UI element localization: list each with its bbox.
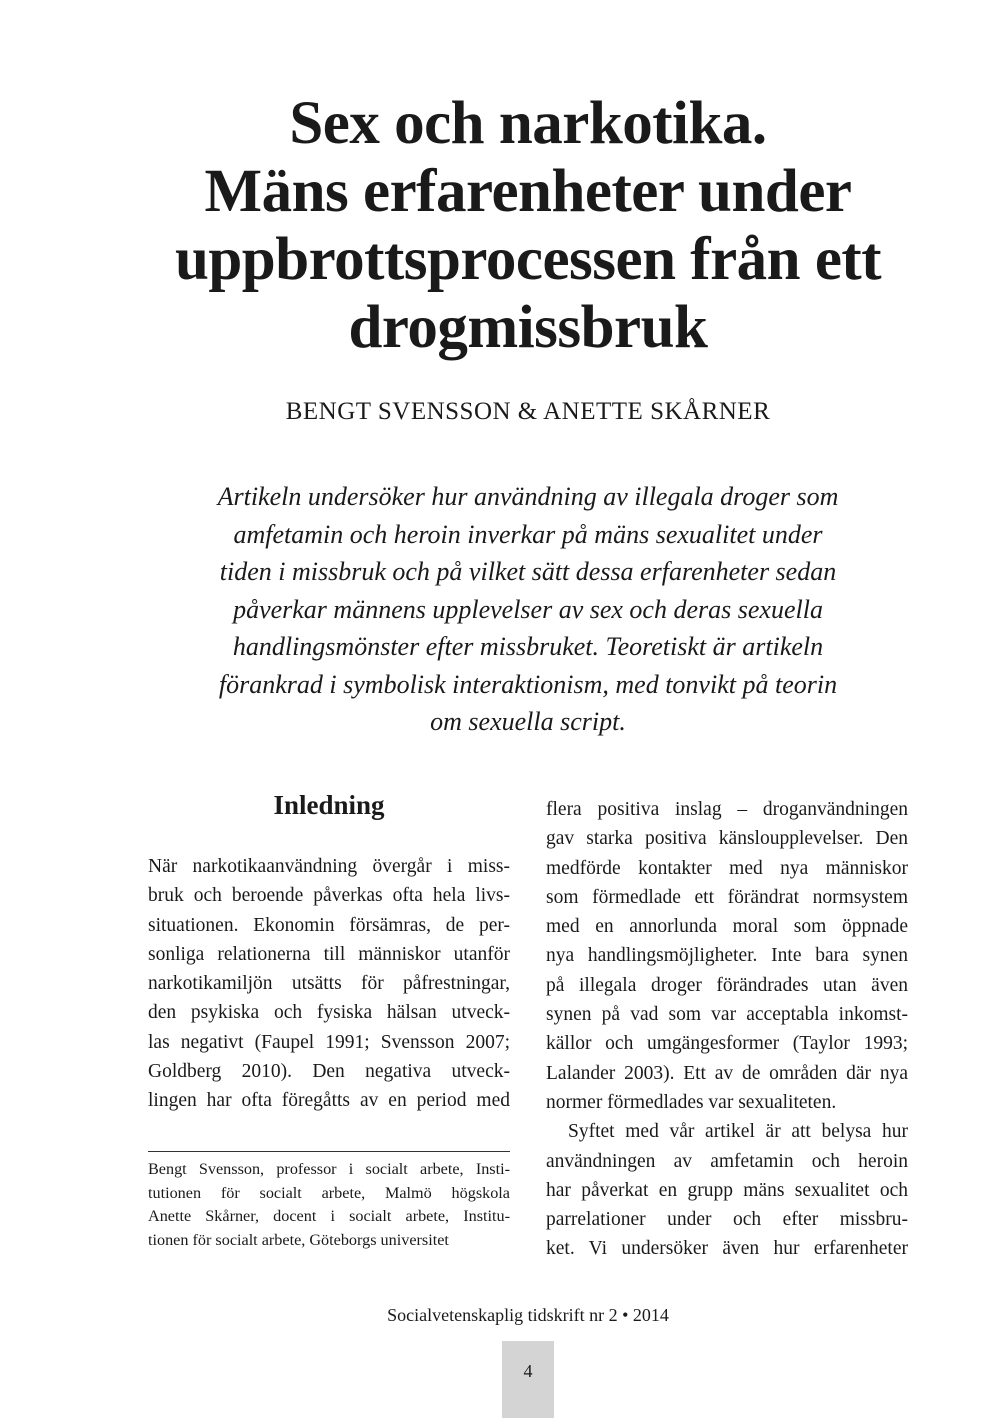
text-line: gav starka positiva känsloupplevelser. Den xyxy=(546,828,908,850)
footnote-line: tionen för socialt arbete, Göteborgs universitet xyxy=(148,1230,449,1249)
title-line: Sex och narkotika. xyxy=(289,90,767,157)
footnote-line: Bengt Svensson, professor i socialt arbete, Insti- xyxy=(148,1160,510,1178)
footnote-line: tutionen för socialt arbete, Malmö högskola xyxy=(148,1183,510,1202)
page-number-tab xyxy=(502,1341,554,1418)
text-line: bruk och beroende påverkas ofta hela livs- xyxy=(148,885,510,907)
text-line: sonliga relationerna till människor utanför xyxy=(148,943,510,965)
journal-footer: Socialvetenskaplig tidskrift nr 2 • 2014 xyxy=(387,1305,669,1325)
text-line: har påverkat en grupp mäns sexualitet och xyxy=(546,1179,908,1201)
title-line: uppbrottsprocessen från ett xyxy=(174,226,882,293)
text-line: las negativt (Faupel 1991; Svensson 2007; xyxy=(148,1031,510,1053)
text-line: narkotikamiljön utsätts för påfrestningar, xyxy=(148,973,510,995)
text-line: källor och umgängesformer (Taylor 1993; xyxy=(546,1033,908,1055)
text-line: Syftet med vår artikel är att belysa hur xyxy=(568,1121,908,1143)
section-heading: Inledning xyxy=(273,790,385,820)
text-line: nya handlingsmöjligheter. Inte bara synen xyxy=(546,945,908,967)
title-line: Mäns erfarenheter under xyxy=(204,158,852,225)
text-line: ket. Vi undersöker även hur erfarenheter xyxy=(546,1238,908,1260)
text-line: medförde kontakter med nya människor xyxy=(546,857,908,879)
abstract-line: förankrad i symbolisk interaktionism, med tonvikt på teorin xyxy=(218,669,838,699)
right-column-text xyxy=(546,795,908,1264)
text-line: som förmedlade ett förändrat normsystem xyxy=(546,886,908,908)
abstract-line: tiden i missbruk och på vilket sätt dessa erfarenheter sedan xyxy=(219,557,837,586)
author-footnote xyxy=(148,1158,510,1252)
footnote-line: Anette Skårner, docent i socialt arbete, Institu- xyxy=(148,1207,510,1225)
abstract-line: påverkar männens upplevelser av sex och deras sexuella xyxy=(233,594,823,624)
page-number: 4 xyxy=(523,1361,533,1381)
text-line: normer förmedlades var sexualiteten. xyxy=(546,1091,837,1113)
article-title xyxy=(120,90,936,362)
abstract xyxy=(170,478,886,741)
text-line: lingen har ofta föregåtts av en period med xyxy=(148,1090,510,1112)
title-line: drogmissbruk xyxy=(348,294,708,361)
text-line: flera positiva inslag – droganvändningen xyxy=(546,799,908,820)
abstract-line: amfetamin och heroin inverkar på mäns sexualitet under xyxy=(233,519,823,549)
author-byline: BENGT SVENSSON & ANETTE SKÅRNER xyxy=(285,398,771,425)
text-line: synen på vad som var acceptabla inkomst- xyxy=(546,1004,908,1026)
text-line: parrelationer under och efter missbru- xyxy=(546,1209,908,1231)
text-line: situationen. Ekonomin försämras, de per- xyxy=(148,914,510,936)
text-line: användningen av amfetamin och heroin xyxy=(546,1150,908,1172)
text-line: Lalander 2003). Ett av de områden där nya xyxy=(546,1062,908,1084)
abstract-line: Artikeln undersöker hur användning av illegala droger som xyxy=(217,482,839,511)
text-line: Goldberg 2010). Den negativa utveck- xyxy=(148,1061,510,1083)
abstract-line: om sexuella script. xyxy=(430,707,626,736)
left-column-text xyxy=(148,852,510,1116)
text-line: på illegala droger förändrades utan även xyxy=(546,974,908,996)
text-line: den psykiska och fysiska hälsan utveck- xyxy=(148,1002,510,1024)
text-line: med en annorlunda moral som öppnade xyxy=(546,916,908,938)
text-line: När narkotikaanvändning övergår i miss- xyxy=(148,856,510,877)
footnote-divider xyxy=(148,1151,510,1152)
abstract-line: handlingsmönster efter missbruket. Teoretiskt är artikeln xyxy=(232,632,824,661)
